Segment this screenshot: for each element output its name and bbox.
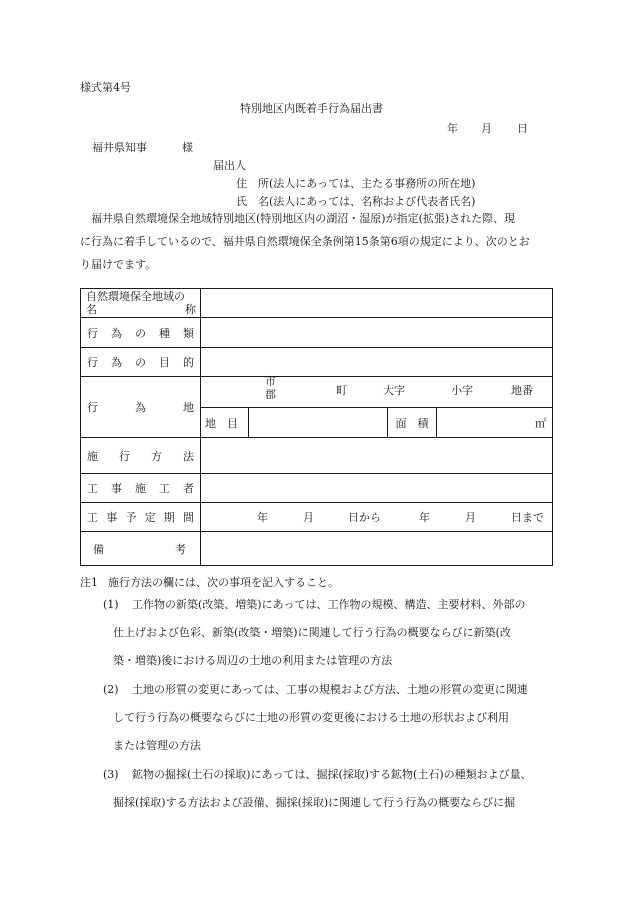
notifier-label: 届出人 — [213, 159, 246, 172]
schedule-start-day: 日から — [348, 511, 381, 524]
intro-line: り届けでます。 — [80, 258, 157, 271]
land-category-field[interactable] — [249, 408, 388, 437]
act-type-field[interactable] — [201, 318, 553, 348]
notifier-address — [236, 175, 475, 191]
note-line: 掘採(採取)する方法および設備、掘採(採取)に関連して行う行為の概要ならびに掘 — [113, 796, 516, 809]
intro-line: に行為に着手しているので、福井県自然環境保全条例第15条第6項の規定により、次のとお — [80, 235, 530, 248]
notes-heading — [80, 574, 339, 590]
city-county: 市 郡 — [265, 375, 276, 401]
addressee-honorific: 様 — [182, 141, 193, 154]
remarks-label: 備 考 — [81, 532, 201, 566]
area-name-field[interactable] — [201, 289, 553, 318]
schedule-field[interactable] — [201, 503, 553, 532]
note-line: 仕上げおよび色彩、新築(改築・増築)に関連して行う行為の概要ならびに新築(改 — [113, 626, 511, 639]
note-line: 鉱物の掘採(土石の採取)にあっては、掘採(採取)する鉱物(土石)の種類および量、 — [132, 768, 532, 781]
remarks-field[interactable] — [201, 532, 553, 566]
note-line: 築・増築)後における周辺の土地の利用または管理の方法 — [113, 654, 393, 667]
name-note: (法人にあっては、名称および代表者氏名) — [269, 195, 476, 208]
act-purpose-field[interactable] — [201, 348, 553, 377]
schedule-label: 工 事 予 定 期 間 — [81, 503, 201, 532]
address-label: 住 所 — [236, 177, 269, 190]
note-line: 土地の形質の変更にあっては、工事の規模および方法、土地の形質の変更に関連 — [132, 683, 528, 696]
note-item-number: (1) — [103, 598, 119, 611]
name-label: 氏 名 — [236, 195, 269, 208]
act-place-field — [201, 377, 553, 438]
land-category-label: 地 目 — [201, 408, 249, 437]
date-month: 月 — [481, 122, 492, 135]
act-purpose-label: 行 為 の 目 的 — [81, 348, 201, 377]
form-title: 特別地区内既着手行為届出書 — [240, 102, 383, 115]
date-day: 日 — [517, 122, 528, 135]
note-item — [113, 761, 558, 817]
schedule-end-year: 年 — [419, 511, 430, 524]
chiban: 地番 — [511, 384, 533, 397]
address-row — [201, 377, 552, 408]
note-item — [113, 591, 558, 675]
note-line: 工作物の新築(改築、増築)にあっては、工作物の規模、構造、主要材料、外部の — [132, 598, 526, 611]
contractor-field[interactable] — [201, 474, 553, 503]
area-unit: ㎡ — [535, 416, 546, 430]
oaza: 大字 — [383, 384, 405, 397]
intro-paragraph — [80, 207, 554, 276]
notes-heading-text: 施行方法の欄には、次の事項を記入すること。 — [108, 576, 339, 589]
note-item-number: (3) — [103, 768, 119, 781]
notes-heading-number: 注1 — [80, 576, 98, 589]
contractor-label: 工 事 施 工 者 — [81, 474, 201, 503]
note-item — [113, 676, 558, 760]
style-number: 様式第4号 — [80, 81, 131, 94]
note-line: または管理の方法 — [113, 739, 201, 752]
koaza: 小字 — [451, 384, 473, 397]
note-line: して行う行為の概要ならびに土地の形質の変更後における土地の形状および利用 — [113, 711, 509, 724]
note-item-number: (2) — [103, 683, 119, 696]
schedule-end-month: 月 — [465, 511, 476, 524]
construction-method-label: 施 行 方 法 — [81, 438, 201, 474]
construction-method-field[interactable] — [201, 438, 553, 474]
land-row — [201, 408, 552, 437]
notification-table — [80, 288, 553, 566]
address-note: (法人にあっては、主たる事務所の所在地) — [269, 177, 476, 190]
area-label: 面 積 — [388, 408, 437, 437]
addressee-name: 福井県知事 — [92, 141, 147, 154]
schedule-end-day: 日まで — [511, 511, 544, 524]
schedule-start-month: 月 — [303, 511, 314, 524]
town: 町 — [336, 384, 347, 397]
act-place-label: 行 為 地 — [81, 377, 201, 438]
schedule-start-year: 年 — [257, 511, 268, 524]
intro-line: 福井県自然環境保全地域特別地区(特別地区内の湖沼・湿原)が指定(拡張)された際、現 — [91, 212, 516, 225]
area-name-label: 自然環境保全地域の 名 称 — [81, 289, 201, 318]
date-year: 年 — [447, 122, 458, 135]
area-field[interactable] — [437, 408, 552, 437]
act-type-label: 行 為 の 種 類 — [81, 318, 201, 348]
